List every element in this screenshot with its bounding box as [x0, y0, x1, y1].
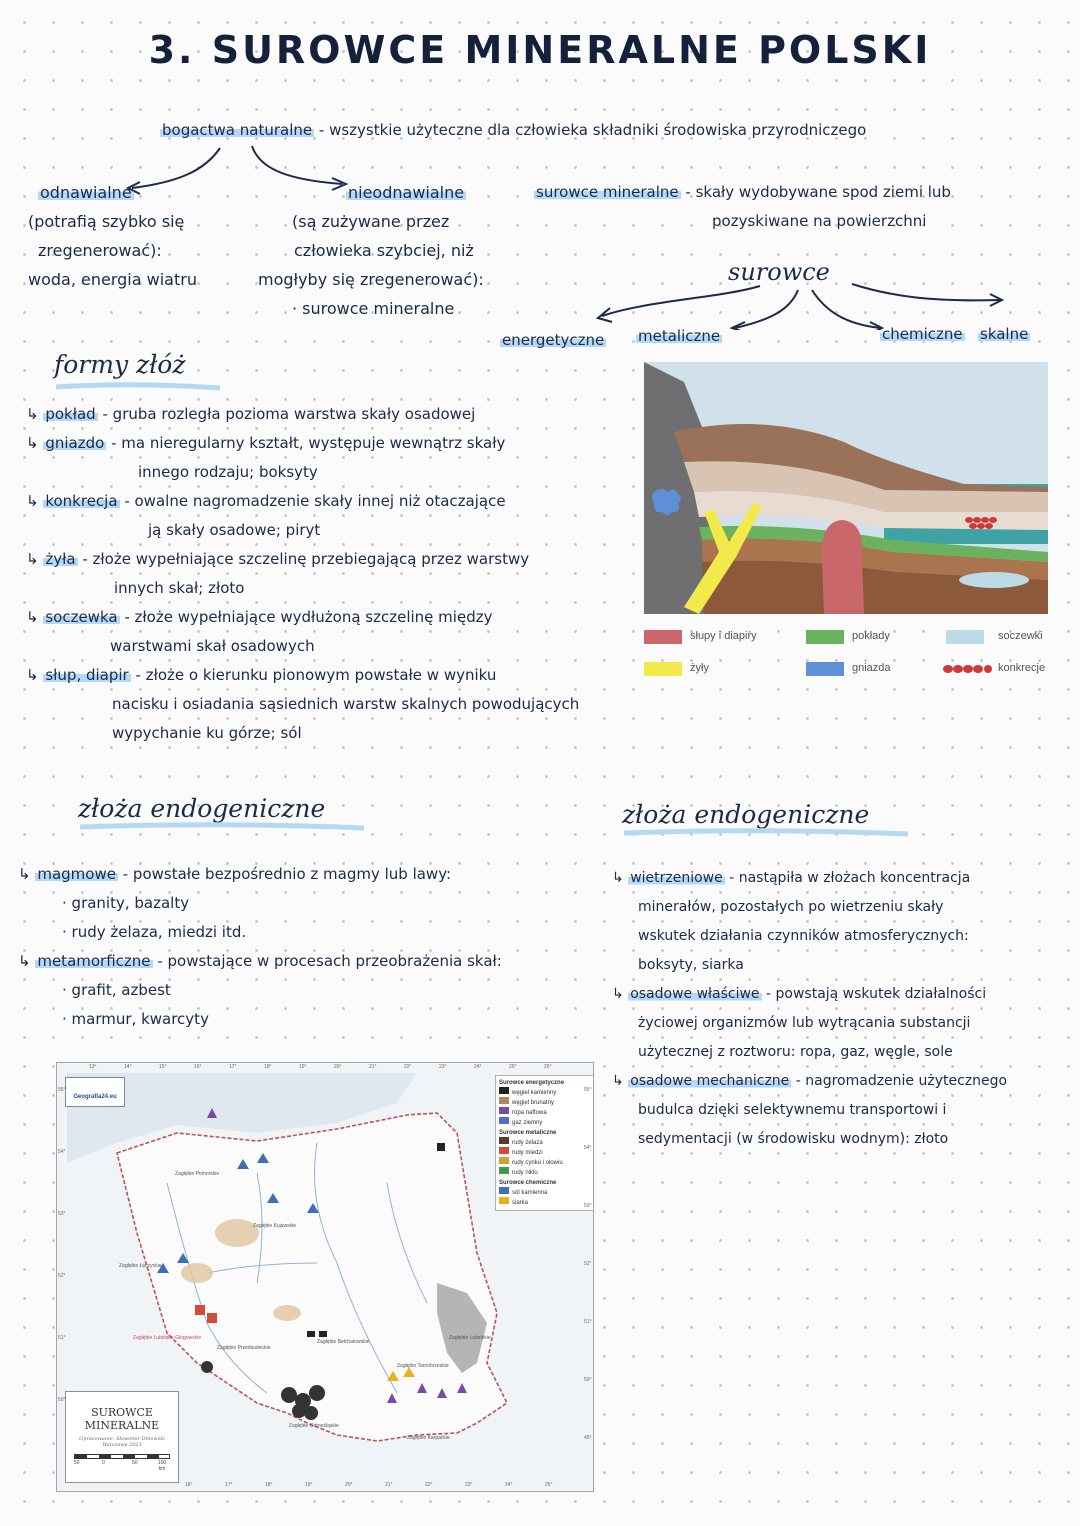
exo-list: ↳ wietrzeniowe - nastąpiła w złożach koncentracja minerałów, pozostałych po wietrzeniu skały wskutek działania czynników atmosferycznych: boksyty, siarka ↳ osadowe właściwe - powstają wskutek działalności życiowej organizmów lub wytrącania substancji użytecznej z roztworu: ropa, gaz, węgle, sole ↳ osadowe mechaniczne - nagromadzenie użytecznego budulca dzięki selektywnemu transportowi i sedymentacji (w środowisku wodnym): złoto — [612, 864, 1072, 1154]
renewable-line: (potrafią szybko się — [28, 212, 185, 231]
region-label: Zagłębie Przedsudeckie — [217, 1345, 271, 1351]
map-tick-label: 22° — [404, 1064, 412, 1070]
map-tick-label: 25° — [545, 1482, 553, 1488]
exo-item: ↳ osadowe mechaniczne - nagromadzenie użytecznego — [612, 1073, 1008, 1089]
mineral-text: - skały wydobywane spod ziemi lub — [685, 183, 951, 201]
map-legend-item: siarka — [499, 1197, 593, 1207]
region-label: Zagłębie Tarnobrzeskie — [397, 1363, 449, 1369]
map-tick-label: 50° — [58, 1397, 66, 1403]
map-legend-item: gaz ziemny — [499, 1117, 593, 1127]
map-tick-label: 21° — [369, 1064, 377, 1070]
map-tick-label: 52° — [584, 1261, 592, 1267]
map-legend: Surowce energetyczne węgiel kamienny węgiel brunatny ropa naftowa gaz ziemny Surowce metaliczne rudy żelaza rudy miedzi rudy cynku i ołowiu rudy niklu Surowce chemiczne sól kamienna siarka — [495, 1075, 594, 1211]
endo-item: ↳ metamorficzne - powstające w procesach przeobrażenia skał: — [18, 952, 502, 970]
endo-item: ↳ magmowe - powstałe bezpośrednio z magmy lub lawy: — [18, 865, 452, 883]
nonrenewable-line: · surowce mineralne — [292, 299, 455, 318]
surowce-type-skalne: skalne — [980, 325, 1029, 343]
endo-underline — [78, 822, 368, 832]
map-scale: 50 0 50 100 km — [74, 1454, 170, 1468]
map-tick-label: 55° — [58, 1087, 66, 1093]
mineral-term: surowce mineralne — [536, 183, 679, 201]
map-tick-label: 51° — [584, 1319, 592, 1325]
region-label: Zagłębie Górnośląskie — [289, 1423, 339, 1429]
map-tick-label: 20° — [334, 1064, 342, 1070]
map-tick-label: 53° — [58, 1211, 66, 1217]
exo-underline — [622, 828, 912, 838]
map-tick-label: 23° — [439, 1064, 447, 1070]
map-title-box — [65, 1391, 179, 1483]
form-item: ↳ pokład - gruba rozległa pozioma warstwa skały osadowej — [26, 405, 476, 423]
map-tick-label: 16° — [185, 1482, 193, 1488]
legend-swatch — [644, 662, 682, 676]
region-label: Zagłębie Bełchatowskie — [317, 1339, 370, 1345]
legend-label: konkrecje — [998, 662, 1046, 674]
map-tick-label: 17° — [229, 1064, 237, 1070]
nonrenewable-line: człowieka szybciej, niż — [294, 241, 474, 260]
region-label: Zagłębie Lubińsko-Głogowskie — [133, 1335, 202, 1341]
forms-heading-underline — [54, 382, 224, 392]
exo-item: ↳ wietrzeniowe - nastąpiła w złożach koncentracja — [612, 870, 971, 886]
nonrenewable-block — [258, 178, 528, 323]
map-tick-label: 21° — [385, 1482, 393, 1488]
definition-text: - wszystkie użyteczne dla człowieka składniki środowiska przyrodniczego — [318, 121, 867, 139]
legend-swatch — [806, 630, 844, 644]
forms-list: ↳ pokład - gruba rozległa pozioma warstwa skały osadowej ↳ gniazdo - ma nieregularny kształt, występuje wewnątrz skały innego rodzaju; boksyty ↳ konkrecja - owalne nagromadzenie skały innej niż otaczające ją skały osadowe; piryt ↳ żyła - złoże wypełniające szczelinę przebiegającą przez warstwy innych skał; złoto ↳ soczewka - złoże wypełniające wydłużoną szczelinę między warstwami skał osadowych ↳ słup, diapir - złoże o kierunku pionowym powstałe w wyniku nacisku i osiadania sąsiednich warstw skalnych powodujących wypychanie ku górze; sól — [26, 400, 686, 748]
map-tick-label: 55° — [584, 1087, 592, 1093]
map-tick-label: 54° — [584, 1145, 592, 1151]
map-title: SUROWCE MINERALNE — [84, 1406, 160, 1432]
map-tick-label: 17° — [225, 1482, 233, 1488]
map-tick-label: 18° — [265, 1482, 273, 1488]
map-ticks-top — [57, 1063, 593, 1073]
diagram-legend — [644, 622, 1048, 682]
map-tick-label: 53° — [584, 1203, 592, 1209]
map-tick-label: 13° — [89, 1064, 97, 1070]
region-label: Zagłębie Kujawskie — [253, 1223, 297, 1229]
form-item: ↳ słup, diapir - złoże o kierunku pionowym powstałe w wyniku — [26, 666, 497, 684]
nonrenewable-line: (są zużywane przez — [292, 212, 450, 231]
surowce-type-metaliczne: metaliczne — [638, 327, 721, 345]
map-tick-label: 22° — [425, 1482, 433, 1488]
map-legend-item: węgiel kamienny — [499, 1087, 593, 1097]
deposit-forms-diagram — [644, 362, 1048, 614]
mineral-text-2: pozyskiwane na powierzchni — [712, 212, 927, 230]
exo-item: ↳ osadowe właściwe - powstają wskutek działalności — [612, 986, 987, 1002]
map-ticks-left — [57, 1063, 69, 1491]
mineral-definition — [534, 178, 1054, 236]
region-label: Zagłębie Karpackie — [407, 1435, 450, 1441]
form-item: ↳ gniazdo - ma nieregularny kształt, występuje wewnątrz skały — [26, 434, 506, 452]
map-tick-label: 25° — [509, 1064, 517, 1070]
map-tick-label: 50° — [584, 1377, 592, 1383]
legend-label: gniazda — [852, 662, 891, 674]
surowce-type-chemiczne: chemiczne — [882, 325, 963, 343]
map-place: Warszawa 2021 — [102, 1442, 142, 1448]
page-title: 3. SUROWCE MINERALNE POLSKI — [148, 28, 932, 72]
map-legend-item: rudy miedzi — [499, 1147, 593, 1157]
map-tick-label: 23° — [465, 1482, 473, 1488]
map-tick-label: 14° — [124, 1064, 132, 1070]
map-tick-label: 52° — [58, 1273, 66, 1279]
legend-label: słupy i diapiry — [690, 630, 757, 642]
map-tick-label: 49° — [584, 1435, 592, 1441]
map-legend-item: rudy żelaza — [499, 1137, 593, 1147]
nonrenewable-label: nieodnawialne — [348, 183, 465, 202]
endo-heading: złoża endogeniczne — [78, 794, 326, 823]
forms-heading: formy złóż — [54, 350, 186, 379]
surowce-label: surowce — [728, 258, 830, 286]
concretion-swatch — [942, 662, 992, 676]
form-item: ↳ soczewka - złoże wypełniające wydłużoną szczelinę między — [26, 608, 493, 626]
legend-swatch — [644, 630, 682, 644]
map-legend-item: rudy niklu — [499, 1167, 593, 1177]
legend-label: pokłady — [852, 630, 890, 642]
definition-term: bogactwa naturalne — [162, 121, 313, 139]
brand-logo: Geografia24.eu — [65, 1077, 125, 1107]
map-tick-label: 19° — [299, 1064, 307, 1070]
map-tick-label: 54° — [58, 1149, 66, 1155]
map-tick-label: 26° — [544, 1064, 552, 1070]
renewable-label: odnawialne — [40, 183, 132, 202]
renewable-line: woda, energia wiatru — [28, 270, 197, 289]
map-tick-label: 20° — [345, 1482, 353, 1488]
map-tick-label: 18° — [264, 1064, 272, 1070]
map-tick-label: 19° — [305, 1482, 313, 1488]
map-tick-label: 24° — [505, 1482, 513, 1488]
map-ticks-right — [583, 1063, 594, 1491]
form-item: ↳ konkrecja - owalne nagromadzenie skały innej niż otaczające — [26, 492, 506, 510]
map-legend-item: węgiel brunatny — [499, 1097, 593, 1107]
legend-label: soczewki — [998, 630, 1043, 642]
mineral-map — [56, 1062, 594, 1492]
legend-swatch — [806, 662, 844, 676]
nonrenewable-line: mogłyby się zregenerować): — [258, 270, 484, 289]
endo-list: ↳ magmowe - powstałe bezpośrednio z magmy lub lawy: · granity, bazalty · rudy żelaza, miedzi itd. ↳ metamorficzne - powstające w procesach przeobrażenia skał: · grafit, azbest · marmur, kwarcyty — [18, 860, 598, 1034]
legend-swatch — [946, 630, 984, 644]
renewable-line: zregenerować): — [38, 241, 162, 260]
map-legend-item: rudy cynku i ołowiu — [499, 1157, 593, 1167]
form-item: ↳ żyła - złoże wypełniające szczelinę przebiegającą przez warstwy — [26, 550, 530, 568]
region-label: Zagłębie Pomorskie — [175, 1171, 220, 1177]
map-legend-item: sól kamienna — [499, 1187, 593, 1197]
exo-heading: złoża endogeniczne — [622, 800, 870, 829]
map-tick-label: 15° — [159, 1064, 167, 1070]
map-tick-label: 16° — [194, 1064, 202, 1070]
map-author: Opracowanie: Sławomir Dmowski — [79, 1436, 165, 1442]
map-tick-label: 24° — [474, 1064, 482, 1070]
legend-label: żyły — [690, 662, 709, 674]
map-legend-item: ropa naftowa — [499, 1107, 593, 1117]
map-tick-label: 51° — [58, 1335, 66, 1341]
map-ticks-bottom — [57, 1481, 593, 1491]
renewable-block — [28, 178, 248, 294]
region-label: Zagłębie Lubelskie — [449, 1335, 491, 1341]
surowce-type-energetyczne: energetyczne — [502, 331, 605, 349]
region-label: Zagłębie Łęczyckie — [119, 1263, 162, 1269]
